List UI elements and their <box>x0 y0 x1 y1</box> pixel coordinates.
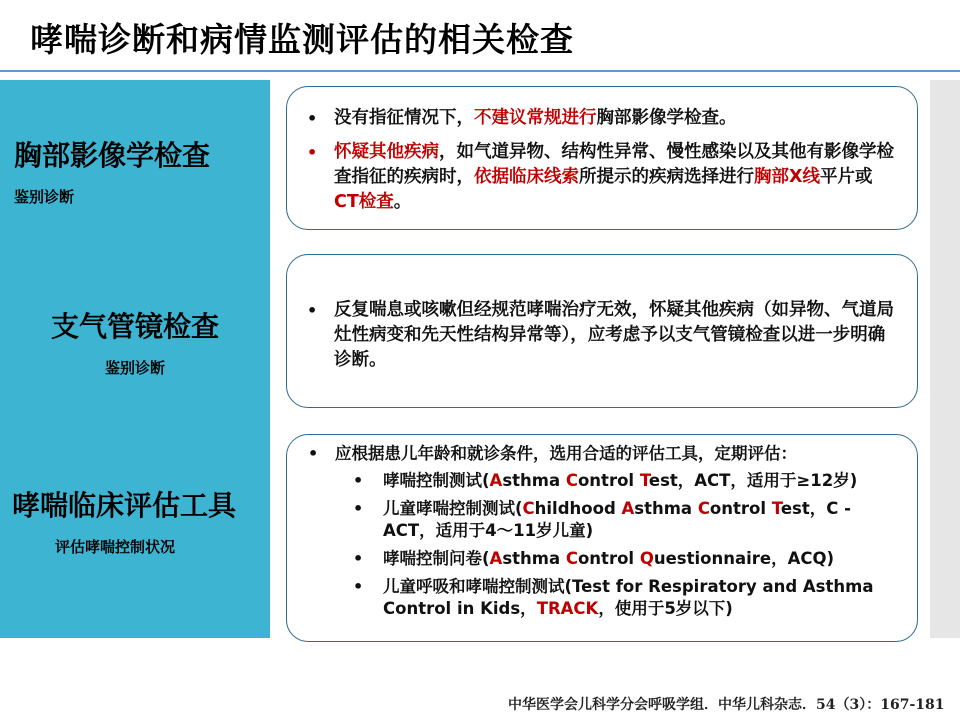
highlight-text: Q <box>639 549 654 568</box>
category-heading: 哮喘临床评估工具 <box>12 489 237 522</box>
highlight-text: 怀疑其他疾病 <box>334 142 439 162</box>
text: 哮喘控制问卷( <box>383 549 490 568</box>
title-divider <box>0 70 960 72</box>
bullet: • <box>307 301 318 320</box>
highlight-text: C <box>697 499 710 518</box>
highlight-text: C <box>522 499 535 518</box>
text: sthma <box>502 549 566 568</box>
category-subheading: 鉴别诊断 <box>14 188 75 206</box>
list-item-acq <box>353 548 897 570</box>
text: sthma <box>502 471 566 490</box>
text: ontrol <box>577 549 640 568</box>
category-bronchoscopy <box>0 305 270 378</box>
assessment-tools-box <box>286 434 918 642</box>
text: 反复喘息或咳嗽但经规范哮喘治疗无效，怀疑其他疾病（如异物、气道局灶性病变和先天性结构异常等），应考虑予以支气管镜检查以进一步明确诊断。 <box>334 300 894 370</box>
bullet: • <box>308 444 319 463</box>
text: hildhood <box>534 499 622 518</box>
category-subheading: 评估哮喘控制状况 <box>55 538 176 556</box>
highlight-text: A <box>489 471 503 490</box>
text: 应根据患儿年龄和就诊条件，选用合适的评估工具，定期评估： <box>335 444 797 463</box>
list-item <box>307 140 897 215</box>
text: uestionnaire，ACQ) <box>653 549 835 568</box>
citation: 中华医学会儿科学分会呼吸学组．中华儿科杂志．54（3）：167-181 <box>508 697 945 713</box>
bullet: • <box>307 143 318 162</box>
bullet: • <box>353 471 364 490</box>
text: 儿童哮喘控制测试( <box>383 499 523 518</box>
text: 没有指征情况下， <box>334 108 474 128</box>
text: 哮喘控制测试( <box>383 471 490 490</box>
text: 平片或 <box>820 167 873 187</box>
text: 儿童呼吸和哮喘控制测试(Test for Respiratory and Asthma Control in Kids， <box>383 577 874 618</box>
bullet: • <box>307 109 318 128</box>
chest-imaging-box <box>286 86 918 230</box>
list-item <box>307 106 897 131</box>
highlight-text: A <box>621 499 635 518</box>
category-chest-imaging <box>0 134 270 207</box>
highlight-text: 不建议常规进行 <box>474 108 597 128</box>
text: sthma <box>634 499 698 518</box>
text: est，ACT，适用于≥12岁) <box>648 471 858 490</box>
slide-title: 哮喘诊断和病情监测评估的相关检查 <box>30 20 574 59</box>
category-clinical-assessment <box>0 484 270 557</box>
bullet: • <box>353 577 364 596</box>
bronchoscopy-box <box>286 254 918 408</box>
highlight-text: T <box>771 499 781 518</box>
highlight-text: C <box>565 549 578 568</box>
text: ，如气道异物、结构性异常、慢性感染以及其他有影像学检查指征的疾病时， <box>334 142 894 187</box>
text: ontrol <box>709 499 772 518</box>
highlight-text: 依据临床线索 <box>474 167 579 187</box>
list-item-c-act <box>353 498 897 542</box>
category-subheading: 鉴别诊断 <box>104 359 165 377</box>
list-item-track <box>353 576 897 620</box>
highlight-text: CT检查 <box>334 192 394 212</box>
category-heading: 支气管镜检查 <box>50 310 219 343</box>
text: 。 <box>393 192 412 212</box>
highlight-text: A <box>489 549 503 568</box>
bullet: • <box>353 499 364 518</box>
side-strip <box>930 80 960 638</box>
text: 所提示的疾病选择进行 <box>579 167 754 187</box>
list-item <box>308 443 897 465</box>
list-item <box>307 298 897 373</box>
text: ontrol <box>577 471 640 490</box>
highlight-text: TRACK <box>536 599 599 618</box>
highlight-text: C <box>565 471 578 490</box>
highlight-text: 胸部X线 <box>754 167 820 187</box>
list-item-act <box>353 470 897 492</box>
highlight-text: T <box>639 471 649 490</box>
category-heading: 胸部影像学检查 <box>14 139 211 172</box>
text: 胸部影像学检查。 <box>596 108 737 128</box>
bullet: • <box>353 549 364 568</box>
text: est，C - ACT，适用于4～11岁儿童) <box>383 499 851 540</box>
text: ，使用于5岁以下) <box>598 599 733 618</box>
